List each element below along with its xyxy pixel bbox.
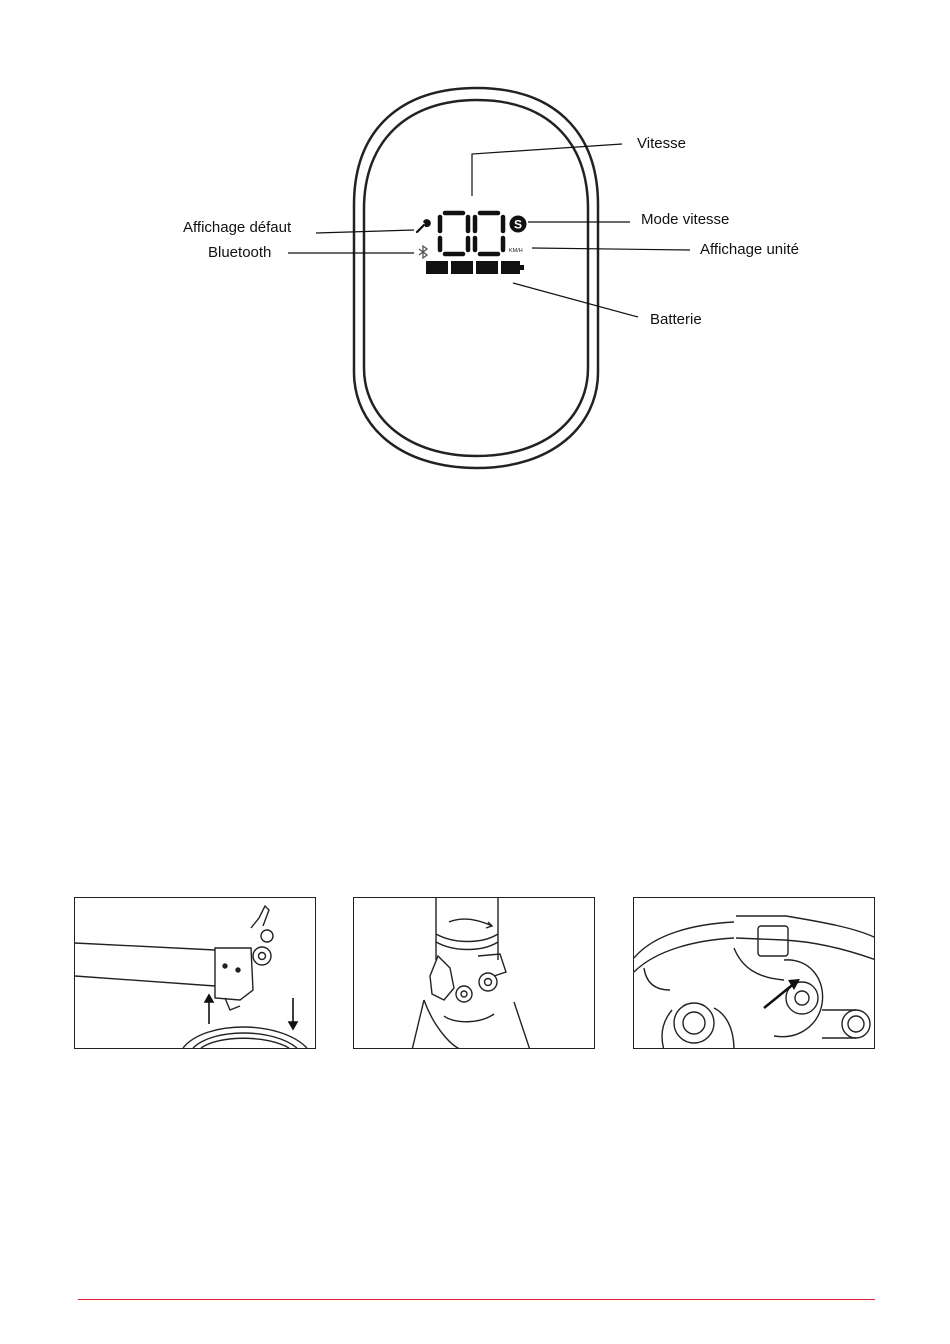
- figure-brake-lever: [633, 897, 875, 1049]
- display-housing: [354, 88, 598, 468]
- speed-mode-letter: S: [513, 217, 523, 232]
- battery-segment: [476, 261, 498, 274]
- stem-clamp-icon: [354, 898, 595, 1049]
- label-battery: Batterie: [650, 311, 702, 328]
- footer-rule: [78, 1299, 875, 1300]
- brake-lever-closeup-icon: [634, 898, 875, 1049]
- label-bluetooth: Bluetooth: [208, 244, 272, 261]
- label-speed: Vitesse: [637, 135, 686, 152]
- fold-latch-arrows-icon: [75, 898, 316, 1049]
- battery-segment: [451, 261, 473, 274]
- label-speed-mode: Mode vitesse: [641, 211, 730, 228]
- leader-unit: [532, 248, 690, 250]
- leader-lines: [288, 144, 690, 317]
- battery-tip: [520, 265, 524, 270]
- speed-digit-2: [475, 213, 503, 254]
- battery-bar: [426, 261, 524, 274]
- wrench-icon: [417, 219, 431, 232]
- display-diagram: [0, 0, 950, 520]
- figure-fold-latch: [74, 897, 316, 1049]
- unit-indicator: KM/H: [509, 248, 523, 254]
- label-unit-display: Affichage unité: [700, 241, 799, 258]
- speed-mode-badge: [510, 216, 527, 233]
- bluetooth-icon: [419, 246, 427, 258]
- battery-segment: [501, 261, 520, 274]
- battery-segment: [426, 261, 448, 274]
- label-fault-display: Affichage défaut: [183, 219, 292, 236]
- figure-stem-clamp: [353, 897, 595, 1049]
- leader-battery: [513, 283, 638, 317]
- speed-digit-1: [440, 213, 468, 254]
- leader-speed: [472, 144, 622, 196]
- speed-digits: [440, 213, 503, 254]
